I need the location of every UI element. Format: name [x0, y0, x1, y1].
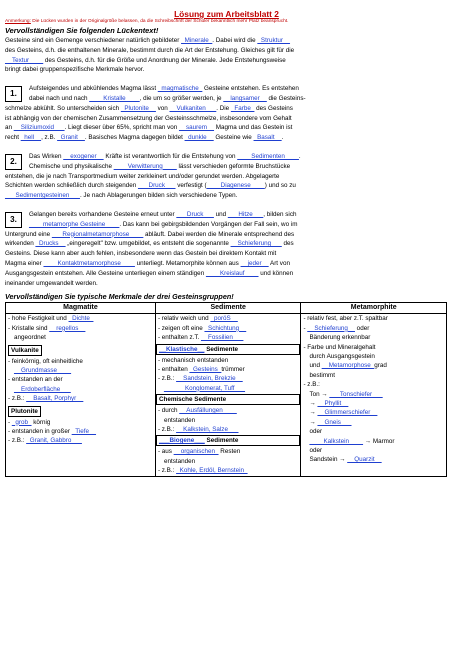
list-item — [303, 314, 444, 323]
answer-blank: _Dichte_ — [68, 315, 94, 323]
section-1 — [5, 84, 448, 143]
list-item — [303, 446, 444, 455]
answer-blank: __Ausfällungen____ — [179, 407, 237, 415]
text-run: Chemische Sedimente — [158, 396, 227, 404]
intro-paragraph — [5, 36, 448, 75]
text-run: des Gesteins, d.h. die enthaltenen Minerale, bestimmt durch die Art der Entstehung. Gleiches gilt für die — [5, 46, 295, 54]
text-run: recht — [5, 134, 21, 142]
text-run: → Marmor — [363, 437, 395, 445]
section-3-lines — [29, 210, 448, 230]
answer-blank: _Schichtung__ — [204, 324, 247, 332]
text-run: Magma einer — [5, 259, 44, 267]
text-run: Sedimente — [204, 437, 239, 445]
text-run: des Gesteins, d.h. für die Größe und Anordnung der Minerale. Jede Entstehungsweise — [43, 56, 286, 64]
list-item — [8, 314, 153, 323]
text-line — [29, 94, 448, 104]
answer-blank: _Tiefe__ — [71, 427, 96, 435]
answer-blank: __regellos__ — [49, 324, 86, 332]
header-magmatite: Magmatite — [6, 303, 156, 314]
list-item — [303, 437, 444, 446]
answer-blank: __Vulkaniten___ — [169, 104, 217, 112]
text-run: - — [303, 324, 308, 332]
list-item — [158, 425, 299, 434]
text-run: von — [155, 104, 170, 112]
list-item — [303, 371, 444, 380]
text-line — [29, 84, 448, 94]
text-run: → — [309, 418, 318, 426]
text-run: verfestigt ( — [175, 182, 207, 190]
list-item — [158, 324, 299, 333]
header-metamorphite: Metamorphite — [301, 303, 447, 314]
list-item — [303, 455, 444, 464]
list-item — [303, 408, 444, 417]
answer-blank: ___Biogene___ — [158, 437, 205, 445]
answer-blank: _Struktur__ — [257, 37, 290, 44]
text-line — [29, 220, 448, 230]
text-run: - relativ fest, aber z.T. spaltbar — [303, 315, 388, 323]
text-line — [5, 239, 448, 249]
list-item — [303, 333, 444, 342]
list-item — [303, 380, 444, 389]
text-run: Gesteine wie — [213, 134, 254, 142]
list-item — [158, 374, 299, 383]
answer-blank: _grob_ — [11, 418, 32, 426]
text-line — [5, 104, 448, 114]
text-run: - z.B.: — [157, 425, 177, 433]
list-item — [158, 466, 299, 475]
answer-blank: ___Druck___ — [176, 210, 214, 218]
text-run: schmelze abkühlt. So unterscheiden sich — [5, 104, 121, 112]
text-line — [5, 259, 448, 269]
text-run: Untergrund eine — [5, 230, 52, 238]
answer-blank: ____metamorphe Gesteine____ — [29, 220, 120, 228]
text-line — [5, 269, 448, 279]
list-item — [8, 375, 153, 384]
text-run: - z.B.: — [8, 437, 27, 445]
text-run: Ton → — [309, 390, 330, 398]
list-item — [303, 418, 444, 427]
section-number-3: 3. — [5, 212, 22, 228]
text-line — [5, 46, 448, 56]
subgroup-label — [156, 435, 301, 446]
text-run: - entstanden in großer — [8, 427, 72, 435]
text-run: - hohe Festigkeit und — [8, 315, 69, 323]
text-line — [5, 230, 448, 240]
text-line — [29, 162, 448, 172]
answer-blank: ___Regionalmetamorphose____ — [51, 230, 144, 238]
text-run: . Das kann bei gebirgsbildenden Vorgängen der Fall sein, wo im — [119, 220, 298, 228]
answer-blank: _poröS__ — [210, 315, 238, 323]
table-header-row — [6, 303, 447, 314]
text-run: Aufsteigendes und abkühlendes Magma lässt — [29, 85, 158, 93]
answer-blank: __Basalt, Porphyr__ — [26, 395, 84, 403]
answer-blank: _Kohle, Erdöl, Bernstein_ — [176, 467, 248, 475]
answer-blank: ____Sedimenten____ — [237, 152, 299, 160]
text-run: Chemische und physikalische — [29, 162, 114, 170]
list-item — [8, 394, 153, 403]
text-run: und — [309, 362, 322, 370]
list-item — [8, 418, 153, 427]
text-run: Schichten werden schließlich durch steigenden — [5, 182, 139, 190]
answer-blank: ___Druck___ — [138, 182, 176, 190]
answer-blank: __Glimmerschiefer__ — [317, 409, 378, 417]
list-item — [158, 406, 299, 415]
text-run: und — [213, 210, 228, 218]
text-run: Ausgangsgestein entstehen. Alle Gesteine unterliegen einem ständigen — [5, 269, 206, 277]
text-run: - feinkörnig, oft einheitliche — [8, 357, 83, 365]
text-run: - enthalten — [157, 365, 190, 373]
header-sedimente: Sedimente — [155, 303, 301, 314]
heading-table: Vervollständigen Sie typische Merkmale der drei Gesteinsgruppen! — [5, 292, 234, 302]
list-item — [158, 447, 299, 456]
text-run: körnig — [31, 418, 51, 426]
list-item — [8, 436, 153, 445]
answer-blank: _magmatische_ — [157, 85, 203, 93]
note-text: Die Lücken wurden in der Originalgröße belassen, da die Schreibschrift der Schüler bekanntlich mehr Platz beansprucht. — [30, 19, 289, 24]
text-run: . Dabei wird die — [212, 37, 258, 44]
text-run: wirkenden — [5, 240, 36, 248]
list-item — [8, 357, 153, 366]
section-3-continuation — [5, 230, 448, 289]
text-run: Das Wirken — [29, 152, 64, 160]
subgroup-label — [156, 394, 301, 405]
answer-blank: __Schieferung__ — [307, 324, 355, 332]
list-item — [303, 361, 444, 370]
text-run: - Kristalle sind — [8, 324, 50, 332]
text-run: des Gesteins — [254, 104, 293, 112]
answer-blank: __exogener__ — [63, 152, 104, 160]
text-run: Gesteine sind ein Gemenge verschiedener natürlich gebildeter — [5, 37, 182, 44]
section-1-continuation — [5, 104, 448, 143]
answer-blank: __Schieferung___ — [230, 240, 282, 248]
list-item — [158, 457, 299, 466]
text-line — [5, 36, 448, 46]
list-item — [8, 366, 153, 375]
answer-blank: __saurem__ — [179, 124, 215, 132]
list-item — [303, 343, 444, 352]
answer-blank: _Basalt__ — [253, 134, 282, 142]
list-item — [303, 324, 444, 333]
text-run: bringt dabei gruppenspezifische Merkmale hervor. — [5, 66, 145, 74]
text-line — [5, 279, 448, 289]
text-line — [5, 123, 448, 133]
answer-blank: __Gneis___ — [317, 418, 352, 426]
text-run: Art von — [268, 259, 290, 267]
text-run: Gelangen bereits vorhandene Gesteine erneut unter — [29, 210, 177, 218]
text-run: lässt verschieden geformte Bruchstücke — [176, 162, 291, 170]
text-run: dabei nach und nach — [29, 94, 90, 102]
text-line — [5, 172, 448, 182]
rock-groups-table — [5, 302, 447, 476]
text-run: entstanden — [163, 457, 196, 465]
section-2-lines — [29, 152, 448, 172]
text-line — [5, 191, 448, 201]
text-run: trümmer — [221, 365, 245, 373]
text-run: angeordnet — [14, 334, 46, 342]
subgroup-box-row — [8, 343, 153, 357]
subgroup-box-row — [8, 404, 153, 418]
text-run: ineinander umgewandelt werden. — [5, 279, 98, 287]
answer-blank: __langsamer__ — [223, 94, 267, 102]
text-run: - enthalten z.T. — [157, 334, 201, 342]
answer-blank: __Textur____ — [5, 56, 44, 64]
answer-blank: _Minerale_ — [181, 37, 213, 44]
answer-blank: ____Kontaktmetamorphose____ — [43, 259, 135, 267]
answer-blank: _hell__ — [20, 134, 42, 142]
text-run: Magma und das Gestein ist — [214, 124, 293, 132]
text-run: - z.B.: — [157, 467, 177, 475]
text-run: Sedimente — [204, 345, 239, 353]
text-run: entstanden — [163, 416, 196, 424]
text-line — [5, 65, 448, 75]
column-magmatite — [6, 314, 156, 476]
answer-blank: __organischen_ — [173, 448, 219, 456]
answer-blank: _Gesteins_ — [189, 365, 222, 373]
list-item — [8, 385, 153, 394]
text-line — [5, 249, 448, 259]
list-item — [158, 365, 299, 374]
text-run: . — [298, 152, 301, 160]
column-metamorphite — [301, 314, 447, 476]
text-run: bestimmt — [309, 371, 335, 379]
text-run: . Die — [216, 104, 231, 112]
subgroup-label: Plutonite — [8, 406, 41, 417]
text-run: die Gesteins- — [266, 94, 306, 102]
page-title: Lösung zum Arbeitsblatt 2 — [174, 9, 279, 19]
subgroup-label: Vulkanite — [8, 345, 42, 356]
answer-blank: __Sandstein, Brekzie__ — [176, 375, 243, 383]
text-run: Sandstein → — [309, 456, 348, 464]
text-run: , bilden sich — [263, 210, 297, 218]
text-run: unterliegt. Metamorphite können aus — [134, 259, 241, 267]
answer-blank: ____Kalkstein____ — [309, 437, 364, 445]
text-line — [29, 210, 448, 220]
text-run: - z.B.: — [303, 381, 320, 389]
text-run: ) und so zu — [264, 182, 296, 190]
text-run: - Farbe und Mineralgehalt — [303, 343, 376, 351]
section-number-2: 2. — [5, 154, 22, 170]
section-2-continuation — [5, 172, 448, 201]
section-3 — [5, 210, 448, 288]
subgroup-label — [156, 344, 301, 355]
worksheet-page — [0, 9, 452, 649]
answer-blank: __Siliziumoxid___ — [13, 124, 65, 132]
text-line — [5, 133, 448, 143]
text-line — [5, 56, 448, 66]
answer-blank: ___Sedimentgesteinen___ — [5, 192, 80, 200]
list-item — [158, 384, 299, 393]
text-run: - entstanden an der — [8, 376, 63, 384]
list-item — [303, 352, 444, 361]
list-item — [303, 399, 444, 408]
text-run: . Basisches Magma dagegen bildet — [84, 134, 185, 142]
text-run: oder — [309, 447, 323, 455]
text-line — [5, 114, 448, 124]
section-2 — [5, 152, 448, 201]
answer-blank: ___Tonschiefer___ — [329, 390, 383, 398]
answer-blank: _Drucks__ — [35, 240, 66, 248]
text-run: oder — [309, 428, 323, 436]
text-run: grad — [374, 362, 387, 370]
answer-blank: __Metamorphose_ — [321, 362, 375, 370]
table-body-row — [6, 314, 447, 476]
text-line — [5, 181, 448, 191]
text-run: . Je nach Ablagerungen bilden sich verschiedene Typen. — [79, 192, 238, 200]
answer-blank: ______Konglomerat, Tuff___ — [163, 384, 246, 392]
answer-blank: ____Diagenese____ — [206, 182, 265, 190]
text-run: ist abhängig von der chemischen Zusammensetzung der Gesteinsschmelze, insbesondere vom Gehalt — [5, 114, 292, 122]
list-item — [158, 333, 299, 342]
answer-blank: __Fossilien___ — [201, 334, 244, 342]
answer-blank: _Plutonite__ — [120, 104, 156, 112]
text-run: Gesteins. Diese kann aber auch fehlen, insbesondere wenn das Gestein bei direktem Kontakt mit — [5, 250, 277, 258]
text-run: - z.B.: — [8, 395, 27, 403]
list-item — [303, 390, 444, 399]
answer-blank: __Quarzit__ — [347, 456, 382, 464]
text-run: oder — [354, 324, 370, 332]
text-line — [29, 152, 448, 162]
answer-blank: __Erdoberfläche___ — [14, 385, 71, 393]
answer-blank: __jeder__ — [240, 259, 269, 267]
section-number-1: 1. — [5, 86, 22, 102]
answer-blank: _Granit__ — [57, 134, 85, 142]
section-1-lines — [29, 84, 448, 104]
list-item — [158, 416, 299, 425]
answer-blank: __Phyllit__ — [317, 399, 349, 407]
text-run: → — [309, 399, 318, 407]
text-run: . — [281, 134, 284, 142]
text-run: durch Ausgangsgestein — [309, 352, 375, 360]
text-run: entstehen, die je nach Transportmedium weiter zerkleinert und/oder gerundet werden. Abgelagerte — [5, 172, 280, 180]
text-run: . Liegt dieser über 65%, spricht man von — [64, 124, 179, 132]
text-run: des — [281, 240, 294, 248]
list-item — [303, 427, 444, 436]
answer-blank: ____Kristalle____ — [89, 94, 140, 102]
text-run: → — [309, 409, 318, 417]
note-label: Anmerkung: — [5, 19, 31, 24]
answer-blank: __Klastische__ — [158, 345, 205, 353]
text-run: - relativ weich und — [157, 315, 211, 323]
text-run: - aus — [157, 448, 174, 456]
answer-blank: ___Hitze___ — [227, 210, 264, 218]
list-item — [8, 333, 153, 342]
column-sedimente — [155, 314, 301, 476]
answer-blank: _Granit, Gabbro___ — [26, 437, 82, 445]
list-item — [158, 314, 299, 323]
answer-blank: _dunkle__ — [184, 134, 214, 142]
text-run: - — [8, 418, 12, 426]
text-run: und können — [258, 269, 294, 277]
list-item — [158, 356, 299, 365]
note — [5, 19, 448, 25]
text-run: an — [5, 124, 14, 132]
list-item — [8, 324, 153, 333]
list-item — [8, 427, 153, 436]
text-run: - mechanisch entstanden — [157, 356, 229, 364]
answer-blank: __Grundmasse____ — [14, 366, 72, 374]
text-run: „eingeregelt" bzw. umgebildet, es entsteht die sogenannte — [65, 240, 231, 248]
answer-blank: _Farbe_ — [230, 104, 255, 112]
text-run: Kräfte ist verantwortlich für die Entstehung von — [103, 152, 238, 160]
text-run: Bänderung erkennbar — [309, 334, 371, 342]
text-run: - durch — [157, 407, 180, 415]
text-run: abläuft. Dabei werden die Minerale entsprechend des — [143, 230, 295, 238]
text-run: , z.B. — [41, 134, 58, 142]
text-run: , die um so größer werden, je — [139, 94, 224, 102]
answer-blank: __Kalkstein, Salze___ — [176, 425, 239, 433]
answer-blank: ____Kreislauf____ — [205, 269, 259, 277]
text-run: - z.B.: — [157, 375, 177, 383]
text-run: - zeigen oft eine — [157, 324, 205, 332]
text-run: Gesteine entstehen. Es entstehen — [202, 85, 299, 93]
answer-blank: ____Verwitterung____ — [113, 162, 177, 170]
text-run: Resten — [218, 448, 241, 456]
heading-cloze: Vervollständigen Sie folgenden Lückentext! — [5, 26, 159, 35]
